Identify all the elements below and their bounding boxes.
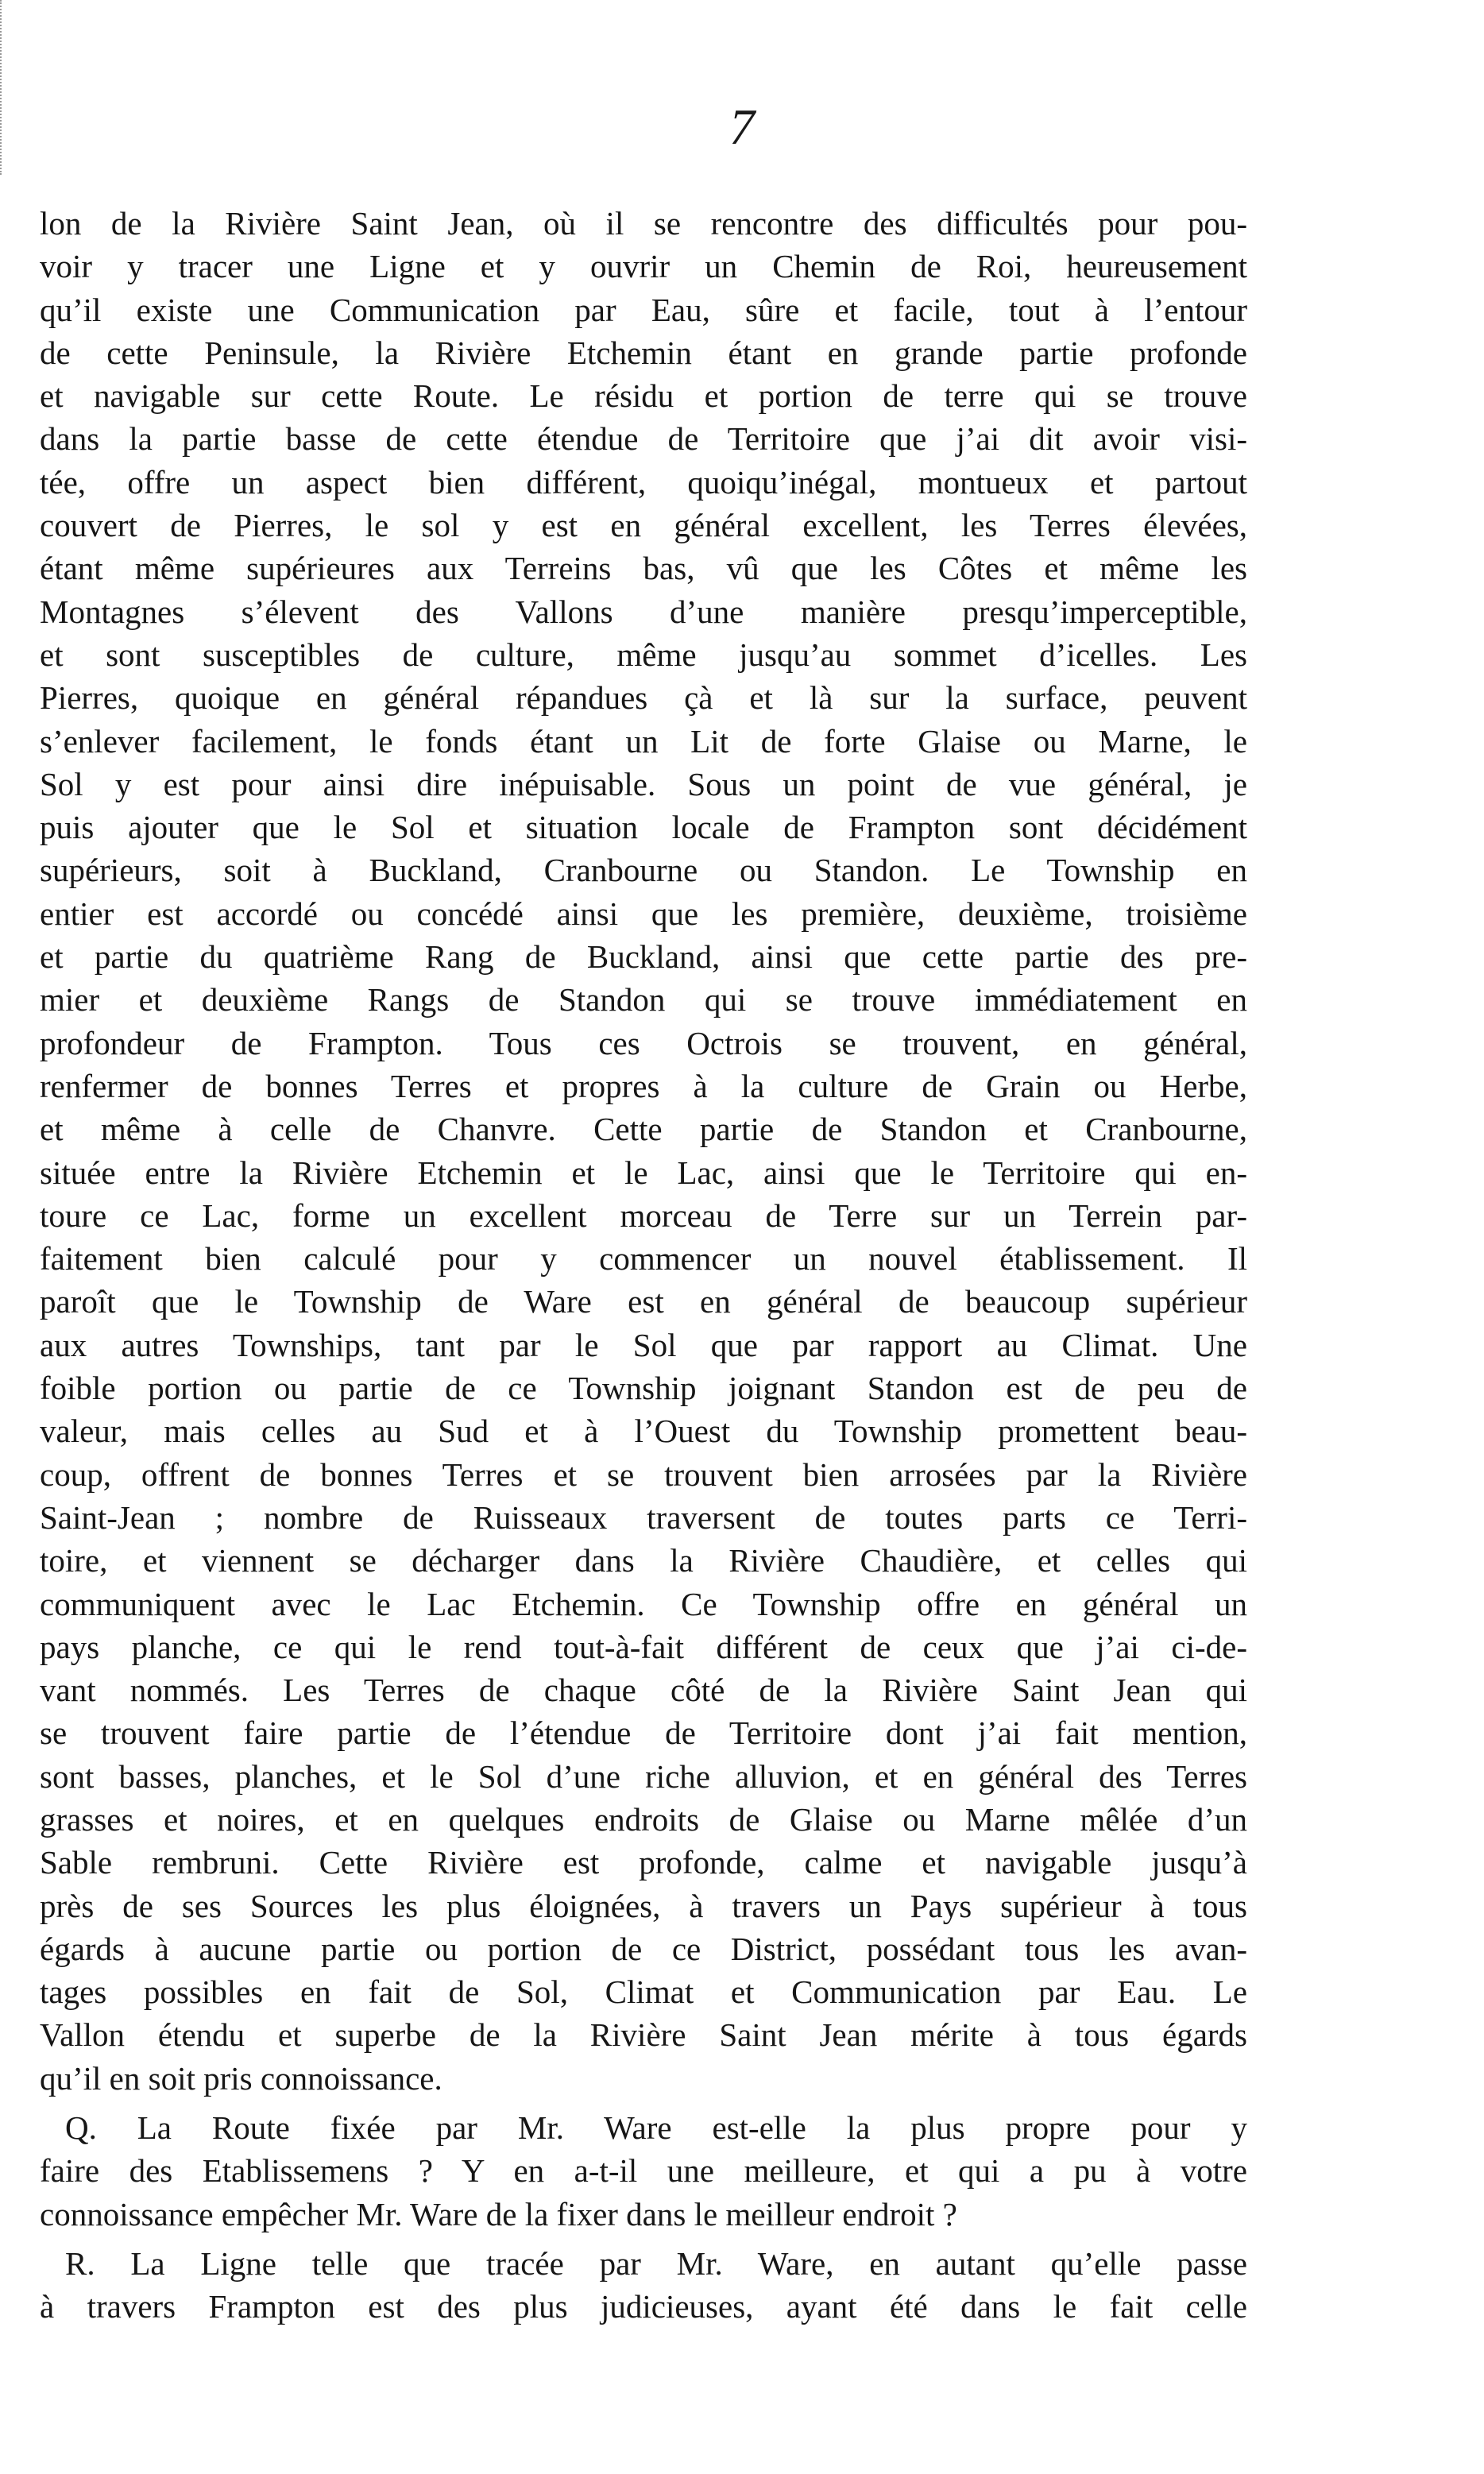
text-line: tée, offre un aspect bien différent, quoiqu’inégal, montueux et partout <box>40 463 1247 501</box>
text-line: faire des Etablissemens ? Y en a-t-il une meilleure, et qui a pu à votre <box>40 2152 1247 2190</box>
text-line: toire, et viennent se décharger dans la Rivière Chaudière, et celles qui <box>40 1542 1247 1579</box>
text-line: près de ses Sources les plus éloignées, à travers un Pays supérieur à tous <box>40 1887 1247 1924</box>
text-line: et même à celle de Chanvre. Cette partie de Standon et Cranbourne, <box>40 1111 1247 1148</box>
text-line: toure ce Lac, forme un excellent morceau de Terre sur un Terrein par- <box>40 1196 1247 1234</box>
paragraph <box>40 202 1247 2100</box>
text-line: Pierres, quoique en général répandues çà et là sur la surface, peuvent <box>40 679 1247 717</box>
text-line: Sable rembruni. Cette Rivière est profonde, calme et navigable jusqu’à <box>40 1844 1247 1881</box>
paragraph-gap <box>40 2236 1247 2242</box>
text-line: s’enlever facilement, le fonds étant un Lit de forte Glaise ou Marne, le <box>40 722 1247 760</box>
text-line: et navigable sur cette Route. Le résidu et portion de terre qui se trouve <box>40 377 1247 415</box>
text-line: située entre la Rivière Etchemin et le Lac, ainsi que le Territoire qui en- <box>40 1154 1247 1191</box>
text-line: paroît que le Township de Ware est en général de beaucoup supérieur <box>40 1283 1247 1320</box>
text-line: tages possibles en fait de Sol, Climat et Communication par Eau. Le <box>40 1973 1247 2011</box>
text-line: Sol y est pour ainsi dire inépuisable. Sous un point de vue général, je <box>40 765 1247 802</box>
text-line: Montagnes s’élevent des Vallons d’une manière presqu’imperceptible, <box>40 593 1247 630</box>
text-line: grasses et noires, et en quelques endroits de Glaise ou Marne mêlée d’un <box>40 1800 1247 1838</box>
text-line: à travers Frampton est des plus judicieuses, ayant été dans le fait celle <box>40 2288 1247 2325</box>
text-line: coup, offrent de bonnes Terres et se trouvent bien arrosées par la Rivière <box>40 1455 1247 1493</box>
text-line: R. La Ligne telle que tracée par Mr. Ware, en autant qu’elle passe <box>65 2244 1247 2282</box>
text-line: qu’il en soit pris connoissance. <box>40 2059 442 2097</box>
body-text <box>40 202 1247 2329</box>
text-line: se trouvent faire partie de l’étendue de Territoire dont j’ai fait mention, <box>40 1714 1247 1752</box>
text-line: foible portion ou partie de ce Township joignant Standon est de peu de <box>40 1370 1247 1407</box>
text-line: communiquent avec le Lac Etchemin. Ce Township offre en général un <box>40 1585 1247 1622</box>
text-line: supérieurs, soit à Buckland, Cranbourne ou Standon. Le Township en <box>40 852 1247 889</box>
text-line: connoissance empêcher Mr. Ware de la fixer dans le meilleur endroit ? <box>40 2195 957 2232</box>
text-line: Vallon étendu et superbe de la Rivière Saint Jean mérite à tous égards <box>40 2016 1247 2054</box>
text-line: entier est accordé ou concédé ainsi que les première, deuxième, troisième <box>40 895 1247 932</box>
text-line: Q. La Route fixée par Mr. Ware est-elle la plus propre pour y <box>65 2109 1247 2147</box>
text-line: voir y tracer une Ligne et y ouvrir un Chemin de Roi, heureusement <box>40 248 1247 285</box>
text-line: égards à aucune partie ou portion de ce District, possédant tous les avan- <box>40 1930 1247 1967</box>
text-line: puis ajouter que le Sol et situation locale de Frampton sont décidément <box>40 809 1247 846</box>
text-line: et partie du quatrième Rang de Buckland, ainsi que cette partie des pre- <box>40 938 1247 976</box>
text-line: profondeur de Frampton. Tous ces Octrois se trouvent, en général, <box>40 1024 1247 1061</box>
text-line: mier et deuxième Rangs de Standon qui se trouve immédiatement en <box>40 981 1247 1019</box>
page-number: 7 <box>729 99 755 155</box>
paragraph-gap <box>40 2100 1247 2106</box>
text-line: et sont susceptibles de culture, même jusqu’au sommet d’icelles. Les <box>40 636 1247 673</box>
text-line: faitement bien calculé pour y commencer un nouvel établissement. Il <box>40 1240 1247 1278</box>
text-line: Saint-Jean ; nombre de Ruisseaux traversent de toutes parts ce Terri- <box>40 1498 1247 1536</box>
question-paragraph <box>40 2106 1247 2236</box>
text-line: couvert de Pierres, le sol y est en général excellent, les Terres élevées, <box>40 507 1247 544</box>
text-line: sont basses, planches, et le Sol d’une riche alluvion, et en général des Terres <box>40 1757 1247 1795</box>
text-line: dans la partie basse de cette étendue de Territoire que j’ai dit avoir visi- <box>40 420 1247 458</box>
text-line: pays planche, ce qui le rend tout-à-fait différent de ceux que j’ai ci-de- <box>40 1628 1247 1665</box>
answer-paragraph <box>40 2242 1247 2329</box>
text-line: vant nommés. Les Terres de chaque côté de la Rivière Saint Jean qui <box>40 1672 1247 1709</box>
text-line: de cette Peninsule, la Rivière Etchemin étant en grande partie profonde <box>40 334 1247 371</box>
text-line: renfermer de bonnes Terres et propres à la culture de Grain ou Herbe, <box>40 1067 1247 1104</box>
text-line: étant même supérieures aux Terreins bas, vû que les Côtes et même les <box>40 550 1247 587</box>
text-line: qu’il existe une Communication par Eau, sûre et facile, tout à l’entour <box>40 291 1247 328</box>
text-line: valeur, mais celles au Sud et à l’Ouest du Township promettent beau- <box>40 1413 1247 1450</box>
text-line: aux autres Townships, tant par le Sol que par rapport au Climat. Une <box>40 1326 1247 1363</box>
text-line: lon de la Rivière Saint Jean, où il se rencontre des difficultés pour pou- <box>40 205 1247 242</box>
